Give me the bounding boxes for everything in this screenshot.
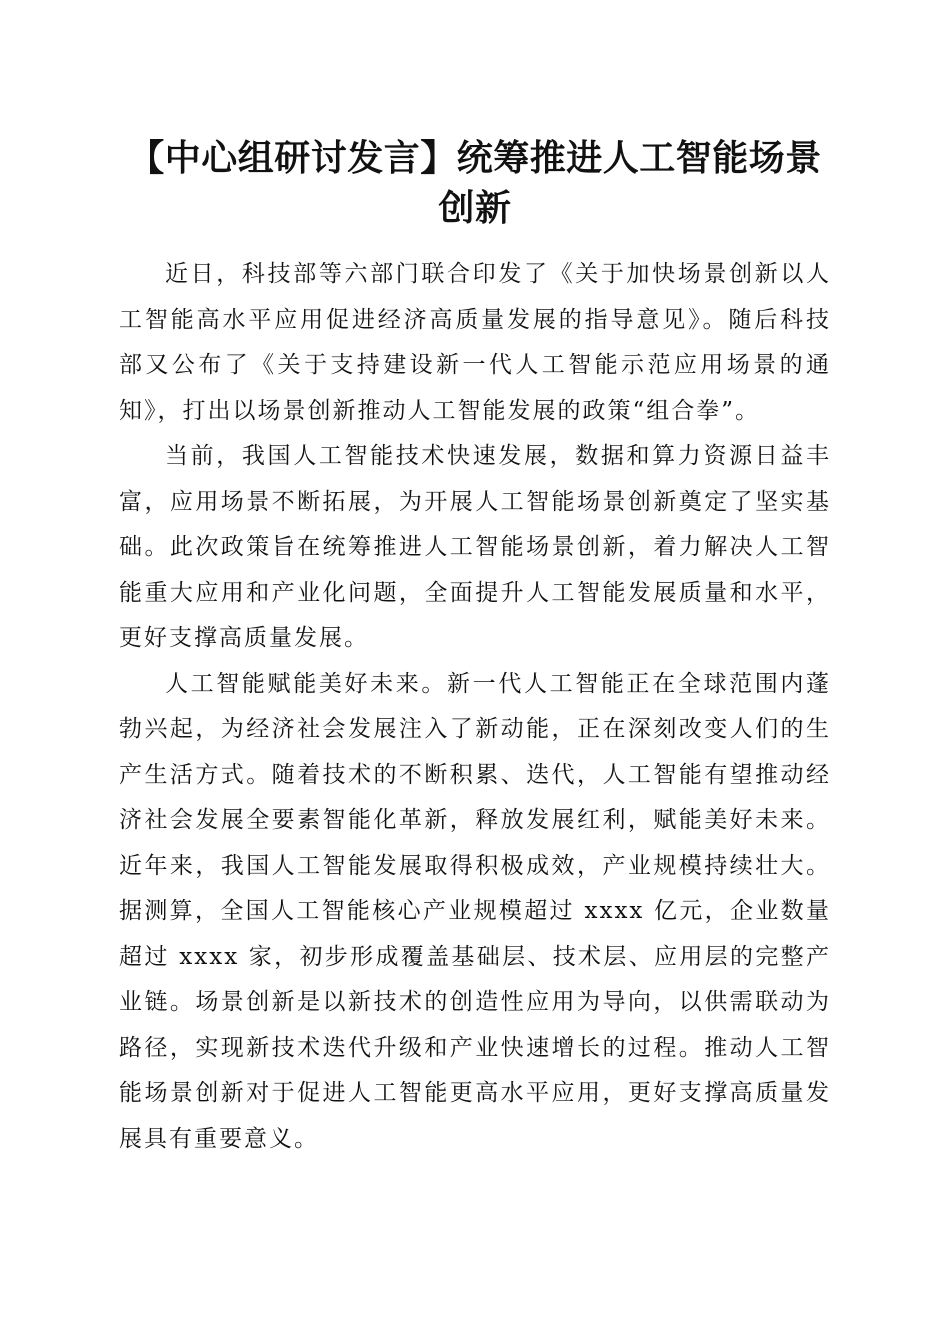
paragraph-3: 人工智能赋能美好未来。新一代人工智能正在全球范围内蓬勃兴起，为经济社会发展注入了新动能，正在深刻改变人们的生产生活方式。随着技术的不断积累、迭代，人工智能有望推动经济社会发展全要素智能化革新，释放发展红利，赋能美好未来。近年来，我国人工智能发展取得积极成效，产业规模持续壮大。据测算，全国人工智能核心产业规模超过 xxxx 亿元，企业数量超过 xxxx 家，初步形成覆盖基础层、技术层、应用层的完整产业链。场景创新是以新技术的创造性应用为导向，以供需联动为路径，实现新技术迭代升级和产业快速增长的过程。推动人工智能场景创新对于促进人工智能更高水平应用，更好支撑高质量发展具有重要意义。 [119, 670, 831, 1152]
document-body [119, 252, 831, 1162]
paragraph-1: 近日，科技部等六部门联合印发了《关于加快场景创新以人工智能高水平应用促进经济高质量发展的指导意见》。随后科技部又公布了《关于支持建设新一代人工智能示范应用场景的通知》，打出以场景创新推动人工智能发展的政策“组合拳”。 [119, 261, 831, 424]
paragraph-2: 当前，我国人工智能技术快速发展，数据和算力资源日益丰富，应用场景不断拓展，为开展人工智能场景创新奠定了坚实基础。此次政策旨在统筹推进人工智能场景创新，着力解决人工智能重大应用和产业化问题，全面提升人工智能发展质量和水平，更好支撑高质量发展。 [119, 443, 831, 651]
document-title: 【中心组研讨发言】统筹推进人工智能场景创新 [128, 137, 822, 229]
